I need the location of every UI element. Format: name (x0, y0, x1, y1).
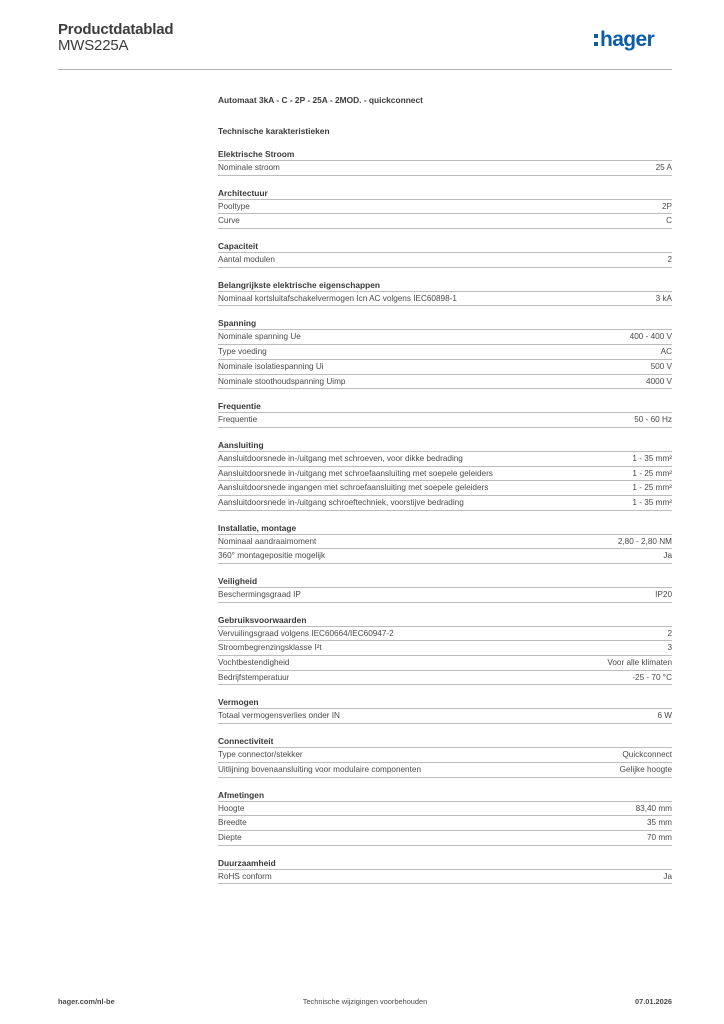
footer-date: 07.01.2026 (635, 997, 672, 1006)
spec-value: 6 W (657, 711, 672, 721)
spec-value: 2P (661, 201, 672, 211)
spec-label: Aansluitdoorsnede in-/uitgang met schroefaansluiting met soepele geleiders (218, 468, 493, 478)
spec-value: 1 - 35 mm² (632, 453, 672, 463)
spec-group (218, 148, 672, 176)
spec-group-title: Architectuur (218, 187, 268, 198)
spec-value: 2,80 - 2,80 NM (617, 536, 672, 546)
spec-group (218, 614, 672, 686)
spec-group (218, 789, 672, 846)
spec-group (218, 575, 672, 603)
spec-label: Bedrijfstemperatuur (218, 672, 290, 682)
spec-row (218, 548, 672, 564)
spec-group-title: Vermogen (218, 697, 259, 708)
spec-label: Beschermingsgraad IP (218, 590, 301, 599)
page-footer (58, 997, 672, 1011)
spec-group (218, 857, 672, 885)
spec-row (218, 329, 672, 344)
spec-value: 70 mm (646, 832, 672, 842)
spec-group-title: Aansluiting (218, 439, 264, 450)
spec-row (218, 344, 672, 359)
spec-row (218, 213, 672, 229)
spec-group-title: Elektrische Stroom (218, 149, 295, 159)
logo-wordmark: hager (600, 28, 655, 51)
spec-row (218, 291, 672, 307)
spec-label: Nominale stroom (218, 163, 280, 172)
spec-value: 3 kA (655, 293, 672, 303)
document-title: Productdatablad (58, 21, 174, 38)
spec-value: 25 A (655, 163, 672, 172)
spec-group (218, 279, 672, 307)
spec-label: Breedte (218, 818, 247, 828)
spec-label: Aantal modulen (218, 255, 275, 265)
spec-label: Hoogte (218, 803, 245, 813)
spec-value: 1 - 25 mm² (632, 483, 672, 493)
spec-row (218, 412, 672, 428)
spec-label: Nominale spanning Ue (218, 332, 301, 342)
spec-group-title: Gebruiksvoorwaarden (218, 614, 307, 625)
spec-row (218, 655, 672, 670)
spec-group-title: Belangrijkste elektrische eigenschappen (218, 279, 380, 290)
spec-value: 1 - 35 mm² (632, 497, 672, 507)
spec-value: -25 - 70 °C (632, 672, 672, 682)
footer-website[interactable]: hager.com/nl-be (58, 997, 115, 1006)
spec-group (218, 317, 672, 389)
spec-label: Totaal vermogensverlies onder IN (218, 711, 340, 721)
spec-row (218, 199, 672, 214)
spec-row (218, 815, 672, 830)
spec-group (218, 522, 672, 564)
spec-group-title: Duurzaamheid (218, 857, 276, 868)
footer-disclaimer: Technische wijzigingen voorbehouden (302, 997, 428, 1006)
spec-value: 2 (667, 255, 672, 265)
spec-value: Ja (663, 871, 672, 881)
spec-value: Quickconnect (622, 750, 672, 760)
spec-label: Aansluitdoorsnede ingangen met schroefaansluiting met soepele geleiders (218, 483, 489, 493)
spec-group-title: Connectiviteit (218, 736, 274, 747)
spec-label: Stroombegrenzingsklasse I²t (218, 643, 322, 653)
spec-groups (218, 148, 672, 884)
spec-group-title: Installatie, montage (218, 522, 297, 533)
spec-row (218, 640, 672, 655)
header-divider (58, 69, 672, 70)
spec-group (218, 735, 672, 777)
spec-row (218, 830, 672, 846)
spec-label: Aansluitdoorsnede in-/uitgang met schroeven, voor dikke bedrading (218, 453, 463, 463)
spec-label: Type voeding (218, 347, 267, 357)
spec-label: Aansluitdoorsnede in-/uitgang schroeftechniek, voorstijve bedrading (218, 497, 464, 507)
spec-label: Uitlijning bovenaansluiting voor modulaire componenten (218, 764, 421, 774)
spec-value: Ja (663, 551, 672, 561)
spec-label: Diepte (218, 832, 242, 842)
spec-value: 3 (667, 643, 672, 653)
spec-row (218, 160, 672, 176)
spec-value: 2 (667, 628, 672, 638)
spec-value: C (666, 216, 672, 226)
logo-dot-bottom (594, 42, 598, 46)
spec-group-title: Afmetingen (218, 789, 265, 800)
spec-row (218, 747, 672, 762)
product-code: MWS225A (58, 37, 129, 54)
spec-value: 4000 V (646, 376, 672, 386)
spec-row (218, 626, 672, 641)
spec-row (218, 252, 672, 268)
spec-value: IP20 (655, 590, 672, 599)
spec-group (218, 439, 672, 511)
spec-row (218, 466, 672, 481)
spec-row (218, 708, 672, 724)
spec-row (218, 359, 672, 374)
spec-group-title: Frequentie (218, 401, 261, 412)
spec-group-title: Capaciteit (218, 241, 259, 252)
spec-value: 50 - 60 Hz (634, 415, 672, 425)
spec-value: 1 - 25 mm² (632, 468, 672, 478)
spec-row (218, 480, 672, 495)
spec-label: Type connector/stekker (218, 750, 303, 760)
spec-label: Frequentie (218, 415, 258, 425)
spec-row (218, 374, 672, 390)
spec-group (218, 240, 672, 268)
spec-value: Voor alle klimaten (607, 658, 672, 668)
spec-row (218, 762, 672, 778)
spec-label: Vochtbestendigheid (218, 658, 290, 668)
spec-row (218, 670, 672, 686)
spec-label: Curve (218, 216, 240, 226)
spec-group (218, 187, 672, 229)
hager-logo (593, 24, 675, 58)
spec-label: RoHS conform (218, 871, 272, 881)
spec-value: Gelijke hoogte (619, 764, 672, 774)
spec-row (218, 587, 672, 603)
spec-group (218, 696, 672, 724)
spec-value: AC (660, 347, 672, 357)
spec-row (218, 495, 672, 511)
spec-label: Nominaal aandraaimoment (218, 536, 317, 546)
datasheet-content (218, 94, 672, 884)
spec-row (218, 801, 672, 816)
spec-label: Nominale stoothoudspanning Uimp (218, 376, 346, 386)
spec-label: Vervuilingsgraad volgens IEC60664/IEC60947-2 (218, 628, 394, 638)
spec-value: 400 - 400 V (629, 332, 672, 342)
spec-group-title: Spanning (218, 318, 257, 329)
product-description: Automaat 3kA - C - 2P - 25A - 2MOD. - quickconnect (218, 95, 423, 105)
section-heading: Technische karakteristieken (218, 126, 330, 136)
spec-group (218, 400, 672, 428)
spec-label: Nominale isolatiespanning Ui (218, 361, 324, 371)
spec-label: 360° montagepositie mogelijk (218, 551, 326, 561)
spec-value: 500 V (650, 361, 672, 371)
spec-value: 35 mm (646, 818, 672, 828)
spec-value: 83,40 mm (635, 803, 672, 813)
spec-row (218, 869, 672, 885)
spec-label: Nominaal kortsluitafschakelvermogen Icn AC volgens IEC60898-1 (218, 293, 457, 303)
spec-row (218, 451, 672, 466)
spec-group-title: Veiligheid (218, 576, 258, 586)
spec-row (218, 534, 672, 549)
logo-dot-top (594, 34, 598, 38)
spec-label: Pooltype (218, 201, 250, 211)
